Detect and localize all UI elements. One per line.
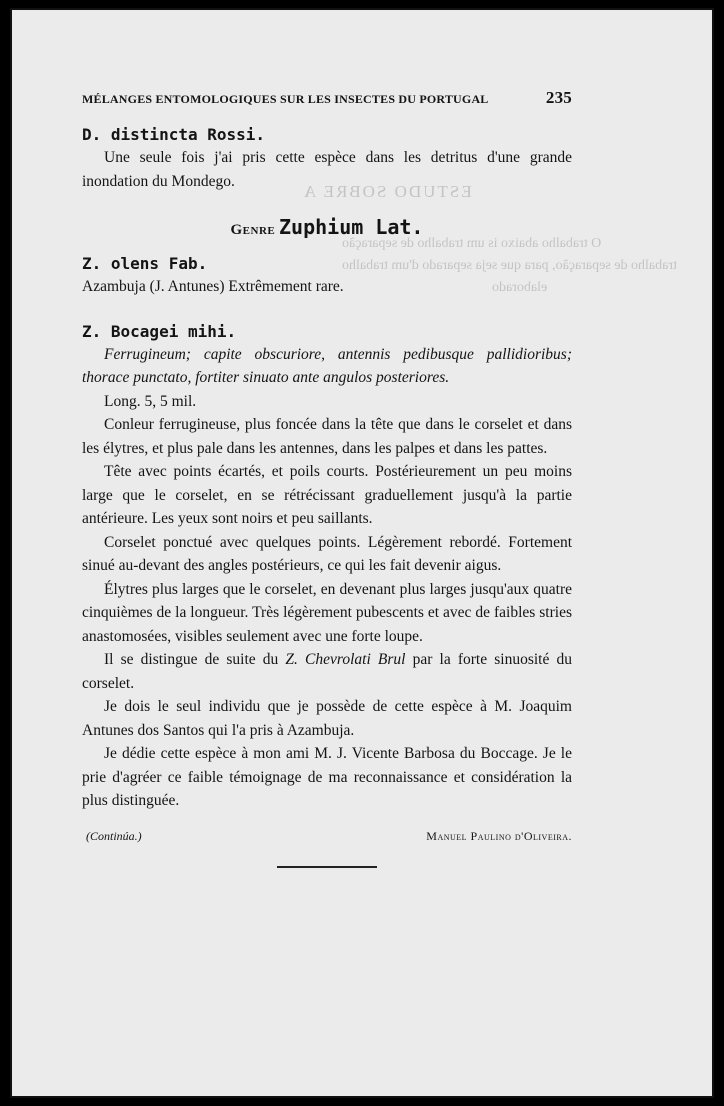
end-rule	[277, 866, 377, 868]
paragraph-distincta: Une seule fois j'ai pris cette espèce dans les detritus d'une grande inondation du Mondego.	[82, 149, 572, 190]
paragraph-dedication: Je dédie cette espèce à mon ami M. J. Vicente Barbosa du Boccage. Je le prie d'agréer ce faible témoignage de ma reconnaissance et considération la plus distinguée.	[82, 745, 572, 809]
latin-diagnosis: Ferrugineum; capite obscuriore, antennis pedibusque pallidioribus; thorace punctato, fortiter sinuato ante angulos posteriores.	[82, 345, 572, 386]
bleed-through-line: trabalho de separação, para que seja separado d'um trabalho	[342, 258, 677, 273]
continua-note: (Continúa.)	[86, 828, 142, 843]
document-page	[10, 8, 714, 1098]
page-number: 235	[545, 88, 572, 107]
species-heading-bocagei: Z. Bocagei mihi.	[82, 321, 237, 341]
bleed-through-line: elaborado	[492, 280, 548, 295]
distinction-text-after: par la forte sinuosité du corselet.	[82, 651, 572, 692]
paragraph-olens: Azambuja (J. Antunes) Extrêmement rare.	[82, 278, 344, 295]
species-heading-olens: Z. olens Fab.	[82, 254, 208, 273]
author-signature: Manuel Paulino d'Oliveira.	[426, 828, 572, 843]
genre-label: Genre	[230, 222, 276, 238]
species-heading-distincta: D. distincta Rossi.	[82, 125, 266, 144]
paragraph-corselet: Corselet ponctué avec quelques points. Légèrement rebordé. Fortement sinué au-devant des angles postérieurs, ce qui les fait devenir aigus.	[82, 533, 572, 574]
genus-name: Zuphium Lat.	[278, 215, 424, 239]
bleed-through-line: O trabalho abaixo is um trabalho de separação	[342, 236, 602, 251]
paragraph-color: Conleur ferrugineuse, plus foncée dans la tête que dans le corselet et dans les élytres, et plus pale dans les antennes, dans les palpes et dans les pattes.	[82, 416, 572, 457]
running-head-title: MÉLANGES ENTOMOLOGIQUES SUR LES INSECTES DU PORTUGAL	[82, 92, 489, 106]
paragraph-head: Tête avec points écartés, et poils courts. Postérieurement un peu moins large que le corselet, en se rétrécissant graduellement jusqu'à la partie antérieure. Les yeux sont noirs et peu saillants.	[82, 463, 572, 527]
page-content	[82, 88, 572, 868]
species-reference: Z. Chevrolati Brul	[285, 651, 406, 668]
paragraph-specimen: Je dois le seul individu que je possède de cette espèce à M. Joaquim Antunes dos Santos qui l'a pris à Azambuja.	[82, 698, 572, 739]
distinction-text-before: Il se distingue de suite du	[104, 651, 286, 668]
bleed-through-heading: ESTUDO SOBRE A	[302, 182, 472, 201]
measurement: Long. 5, 5 mil.	[104, 392, 197, 410]
running-head	[82, 88, 572, 124]
genus-heading	[82, 215, 572, 239]
paragraph-distinction	[82, 648, 572, 695]
paragraph-elytra: Élytres plus larges que le corselet, en devenant plus larges jusqu'aux quatre cinquièmes de la longueur. Très légèrement pubescents et avec de faibles stries anastomosées, visibles seulement avec une forte loupe.	[82, 580, 572, 645]
page-footer	[82, 829, 572, 844]
